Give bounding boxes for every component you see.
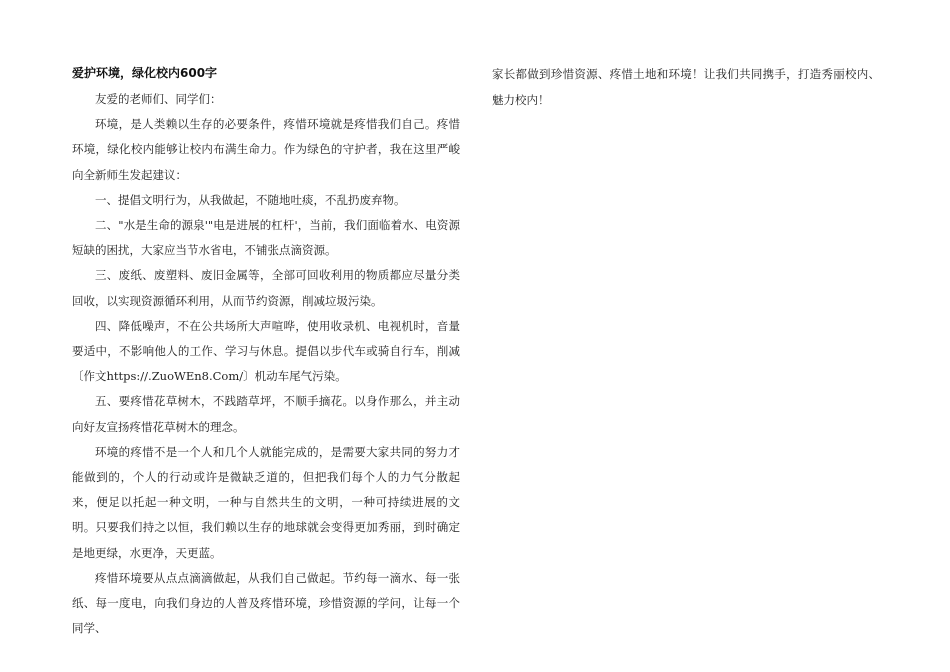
paragraph-body: 环境的疼惜不是一个人和几个人就能完成的，是需要大家共同的努力才能做到的，个人的行动或许是微缺乏道的，但把我们每个人的力气分散起来，便足以托起一种文明，一种与自然共生的文明，一种可持续进展的文明。只要我们持之以恒，我们赖以生存的地球就会变得更加秀丽，到时确定是地更绿，水更净，天更蓝。 xyxy=(72,444,460,560)
paragraph-intro: 环境，是人类赖以生存的必要条件，疼惜环境就是疼惜我们自己。疼惜环境，绿化校内能够让校内布满生命力。作为绿色的守护者，我在这里严峻 向全新师生发起建议： xyxy=(72,117,460,182)
paragraph-suggestion-2: 二、"水是生命的源泉'"电是进展的杠杆'，当前，我们面临着水、电资源短缺的困扰，大家应当节水省电，不铺张点滴资源。 xyxy=(72,218,460,258)
left-column xyxy=(72,60,460,641)
paragraph-greeting: 友爱的老师们、同学们： xyxy=(95,92,222,106)
right-column xyxy=(492,62,880,113)
document-title: 爱护环境，绿化校内600字 xyxy=(72,66,218,80)
paragraph-suggestion-1: 一、提倡文明行为，从我做起，不随地吐痰，不乱扔废弃物。 xyxy=(95,192,406,207)
paragraph-suggestion-5: 五、要疼惜花草树木，不践踏草坪，不顺手摘花。以身作那么，并主动向好友宣扬疼惜花草树木的理念。 xyxy=(72,394,460,434)
paragraph-closing-start: 疼惜环境要从点点滴滴做起，从我们自己做起。节约每一滴水、每一张纸、每一度电，向我们身边的人普及疼惜环境，珍惜资源的学问，让每一个同学、 xyxy=(72,570,460,636)
paragraph-suggestion-3: 三、废纸、废塑料、废旧金属等，全部可回收利用的物质都应尽量分类回收，以实现资源循环利用，从而节约资源，削减垃圾污染。 xyxy=(72,268,460,308)
paragraph-closing-end: 家长都做到珍惜资源、疼惜土地和环境！让我们共同携手，打造秀丽校内、魅力校内！ xyxy=(492,67,880,107)
paragraph-suggestion-4: 四、降低噪声，不在公共场所大声喧哗，使用收录机、电视机时，音量要适中，不影响他人的工作、学习与休息。提倡以步代车或骑自行车，削减〔作文https://.ZuoWEn8.Com/〕机动车尾气污染。 xyxy=(72,318,460,384)
